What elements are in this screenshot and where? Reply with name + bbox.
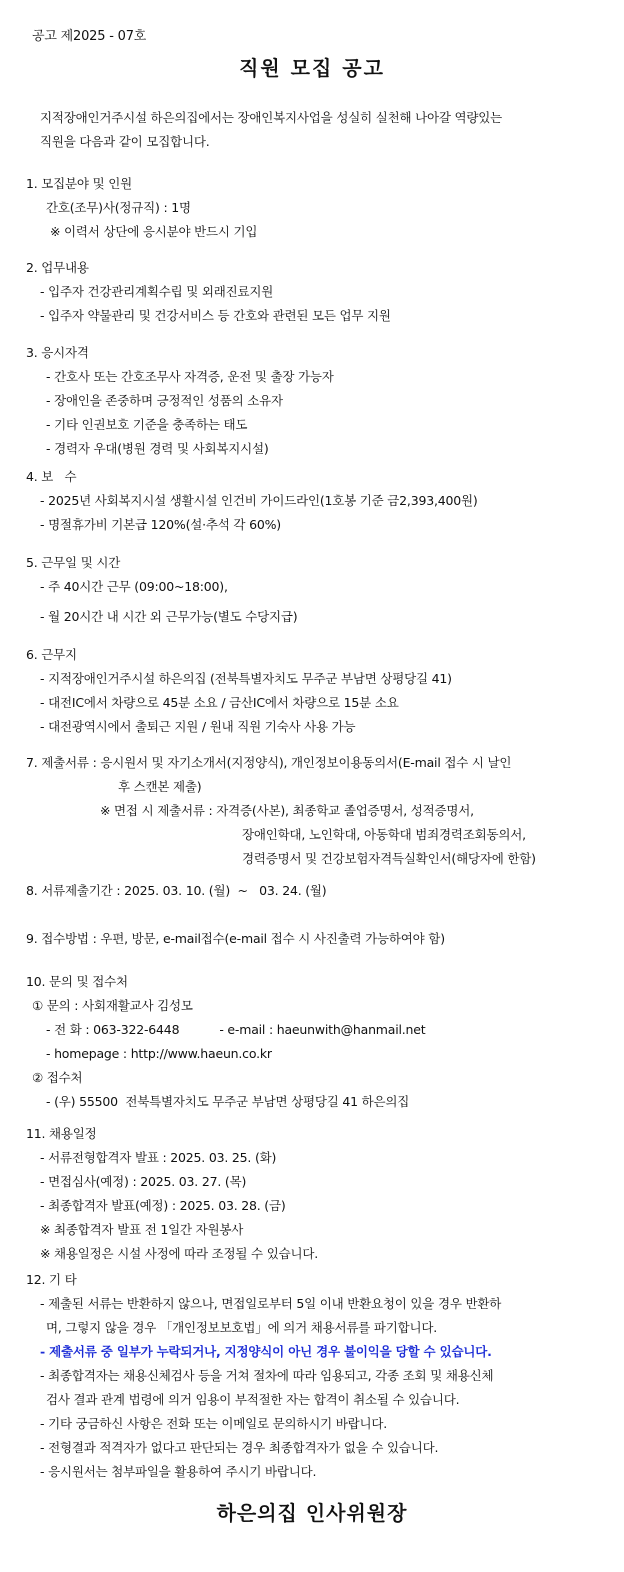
section-line: - 기타 인권보호 기준을 충족하는 태도 (46, 417, 248, 432)
schedule-line: - 면접심사(예정) : 2025. 03. 27. (목) (40, 1174, 247, 1189)
signature: 하은의집 인사위원장 (216, 1501, 408, 1525)
section-heading: 12. 기 타 (26, 1272, 77, 1287)
interview-documents: ※ 면접 시 제출서류 : 자격증(사본), 최종학교 졸업증명서, 성적증명서, (100, 803, 474, 818)
section-line: - 월 20시간 내 시간 외 근무가능(별도 수당지급) (40, 609, 298, 624)
section-heading: 6. 근무지 (26, 647, 77, 662)
homepage-link[interactable]: - homepage : http://www.haeun.co.kr (46, 1046, 272, 1061)
section-line: 간호(조무)사(정규직) : 1명 (46, 200, 191, 215)
section-workplace (26, 643, 610, 739)
section-note: ※ 이력서 상단에 응시분야 반드시 기입 (50, 224, 258, 239)
schedule-note: ※ 채용일정은 시설 사정에 따라 조정될 수 있습니다. (40, 1246, 318, 1261)
section-heading: 1. 모집분야 및 인원 (26, 176, 132, 191)
schedule-line: - 최종합격자 발표(예정) : 2025. 03. 28. (금) (40, 1198, 286, 1213)
other-line: - 응시원서는 첨부파일을 활용하여 주시기 바랍니다. (40, 1464, 317, 1479)
section-line: - 간호사 또는 간호조무사 자격증, 운전 및 출장 가능자 (46, 369, 334, 384)
section-working-hours (26, 551, 610, 629)
section-submission-period (26, 879, 610, 903)
schedule-note: ※ 최종합격자 발표 전 1일간 자원봉사 (40, 1222, 244, 1237)
section-line: - 장애인을 존중하며 긍정적인 성품의 소유자 (46, 393, 283, 408)
section-line: - 지적장애인거주시설 하은의집 (전북특별자치도 무주군 부남면 상평당길 41) (40, 671, 452, 686)
section-line: - 경력자 우대(병원 경력 및 사회복지시설) (46, 441, 269, 456)
postal-address: - (우) 55500 전북특별자치도 무주군 부남면 상평당길 41 하은의집 (46, 1094, 410, 1109)
other-line: 며, 그렇지 않을 경우 「개인정보보호법」에 의거 채용서류를 파기합니다. (46, 1320, 438, 1335)
section-heading: 11. 채용일정 (26, 1126, 97, 1141)
contact-person: ① 문의 : 사회재활교사 김성모 (32, 998, 193, 1013)
section-line: - 2025년 사회복지시설 생활시설 인건비 가이드라인(1호봉 기준 금2,393,400원) (40, 493, 478, 508)
section-heading: 10. 문의 및 접수처 (26, 974, 128, 989)
section-line: 후 스캔본 제출) (118, 779, 202, 794)
section-salary (26, 465, 610, 537)
emphasis-warning: - 제출서류 중 일부가 누락되거나, 지정양식이 아닌 경우 불이익을 당할 수 있습니다. (40, 1344, 492, 1359)
section-line: - 입주자 약물관리 및 건강서비스 등 간호와 관련된 모든 업무 지원 (40, 308, 391, 323)
section-heading: 2. 업무내용 (26, 260, 89, 275)
other-line: - 기타 궁금하신 사항은 전화 또는 이메일로 문의하시기 바랍니다. (40, 1416, 388, 1431)
section-heading: 5. 근무일 및 시간 (26, 555, 121, 570)
section-schedule (26, 1122, 610, 1266)
section-line: - 대전IC에서 차량으로 45분 소요 / 금산IC에서 차량으로 15분 소요 (40, 695, 399, 710)
intro-line: 지적장애인거주시설 하은의집에서는 장애인복지사업을 성실히 실천해 나아갈 역량있는 (40, 110, 503, 125)
section-contact (26, 970, 610, 1114)
page-title: 직원 모집 공고 (239, 56, 385, 80)
section-qualifications (26, 341, 610, 461)
section-line: - 주 40시간 근무 (09:00~18:00), (40, 579, 228, 594)
contact-line (26, 1018, 610, 1042)
section-line: - 대전광역시에서 출퇴근 지원 / 원내 직원 기숙사 사용 가능 (40, 719, 356, 734)
intro-paragraph (40, 106, 600, 154)
section-line: - 입주자 건강관리계획수립 및 외래진료지원 (40, 284, 274, 299)
section-line: 장애인학대, 노인학대, 아동학대 범죄경력조회동의서, (242, 827, 526, 842)
section-other (26, 1268, 610, 1484)
phone-number: - 전 화 : 063-322-6448 (46, 1022, 180, 1037)
section-line: 경력증명서 및 건강보험자격득실확인서(해당자에 한함) (242, 851, 536, 866)
section-heading: 3. 응시자격 (26, 345, 89, 360)
section-submission-method (26, 927, 610, 951)
other-line: 검사 결과 관계 법령에 의거 임용이 부적절한 자는 합격이 취소될 수 있습니다. (46, 1392, 460, 1407)
notice-number: 공고 제2025 - 07호 (32, 29, 147, 44)
section-recruitment-field (26, 172, 610, 244)
section-job-description (26, 256, 610, 328)
section-heading: 8. 서류제출기간 : 2025. 03. 10. (월) ~ 03. 24. (월) (26, 883, 327, 898)
section-heading: 9. 접수방법 : 우편, 방문, e-mail접수(e-mail 접수 시 사진출력 가능하여야 함) (26, 931, 445, 946)
intro-line: 직원을 다음과 같이 모집합니다. (40, 134, 210, 149)
other-line: - 최종합격자는 채용신체검사 등을 거쳐 절차에 따라 임용되고, 각종 조회 및 채용신체 (40, 1368, 494, 1383)
schedule-line: - 서류전형합격자 발표 : 2025. 03. 25. (화) (40, 1150, 277, 1165)
receipt-location: ② 접수처 (32, 1070, 83, 1085)
section-line: - 명절휴가비 기본급 120%(설·추석 각 60%) (40, 517, 281, 532)
other-line: - 전형결과 적격자가 없다고 판단되는 경우 최종합격자가 없을 수 있습니다. (40, 1440, 439, 1455)
section-heading: 7. 제출서류 : 응시원서 및 자기소개서(지정양식), 개인정보이용동의서(E-mail 접수 시 날인 (26, 755, 512, 770)
email-address[interactable]: - e-mail : haeunwith@hanmail.net (219, 1022, 426, 1037)
section-heading: 4. 보 수 (26, 469, 77, 484)
section-documents (26, 751, 610, 871)
other-line: - 제출된 서류는 반환하지 않으나, 면접일로부터 5일 이내 반환요청이 있을 경우 반환하 (40, 1296, 502, 1311)
